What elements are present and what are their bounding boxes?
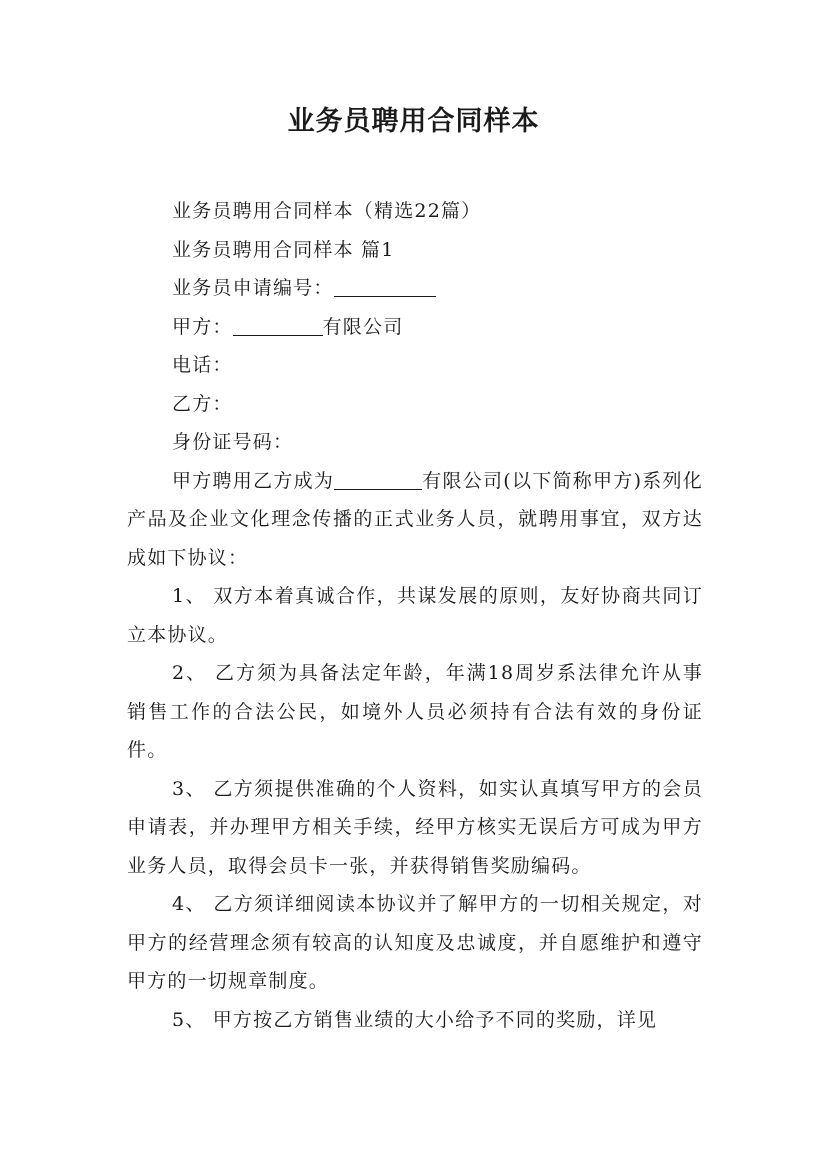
company-name-blank [334,467,422,490]
clause-3: 3、 乙方须提供准确的个人资料，如实认真填写甲方的会员申请表，并办理甲方相关手续，经甲方核实无误后方可成为甲方业务人员，取得会员卡一张，并获得销售奖励编码。 [127,777,703,877]
intro-prefix: 甲方聘用乙方成为 [172,469,335,492]
clause-1: 1、 双方本着真诚合作，共谋发展的原则，友好协商共同订立本协议。 [127,585,703,646]
application-number-line [127,269,703,308]
subtitle-line: 业务员聘用合同样本（精选22篇） [172,200,482,222]
clause-2: 2、 乙方须为具备法定年龄，年满18周岁系法律允许从事销售工作的合法公民，如境外人员必须持有合法有效的身份证件。 [127,662,703,761]
document-title: 业务员聘用合同样本 [287,106,540,137]
intro-suffix: 有限公司(以下简称甲方)系列化产品及企业文化理念传播的正式业务人员，就聘用事宜，双方达成如下协议： [127,469,704,569]
phone-line: 电话： [172,354,233,376]
party-b-line: 乙方： [172,392,233,415]
section-heading: 业务员聘用合同样本 篇1 [172,238,395,261]
party-a-label: 甲方： [172,315,233,338]
party-a-suffix: 有限公司 [322,315,404,338]
clause-5: 5、 甲方按乙方销售业绩的大小给予不同的奖励，详见 [172,1008,658,1031]
party-a-blank [233,313,323,336]
application-number-label: 业务员申请编号： [172,277,334,299]
application-number-blank [334,274,436,297]
intro-paragraph [127,462,703,578]
document-body [127,192,703,1039]
party-a-line [127,308,703,347]
clause-4: 4、 乙方须详细阅读本协议并了解甲方的一切相关规定，对甲方的经营理念须有较高的认知度及忠诚度，并自愿维护和遵守甲方的一切规章制度。 [127,893,703,992]
id-number-line: 身份证号码： [172,431,294,453]
